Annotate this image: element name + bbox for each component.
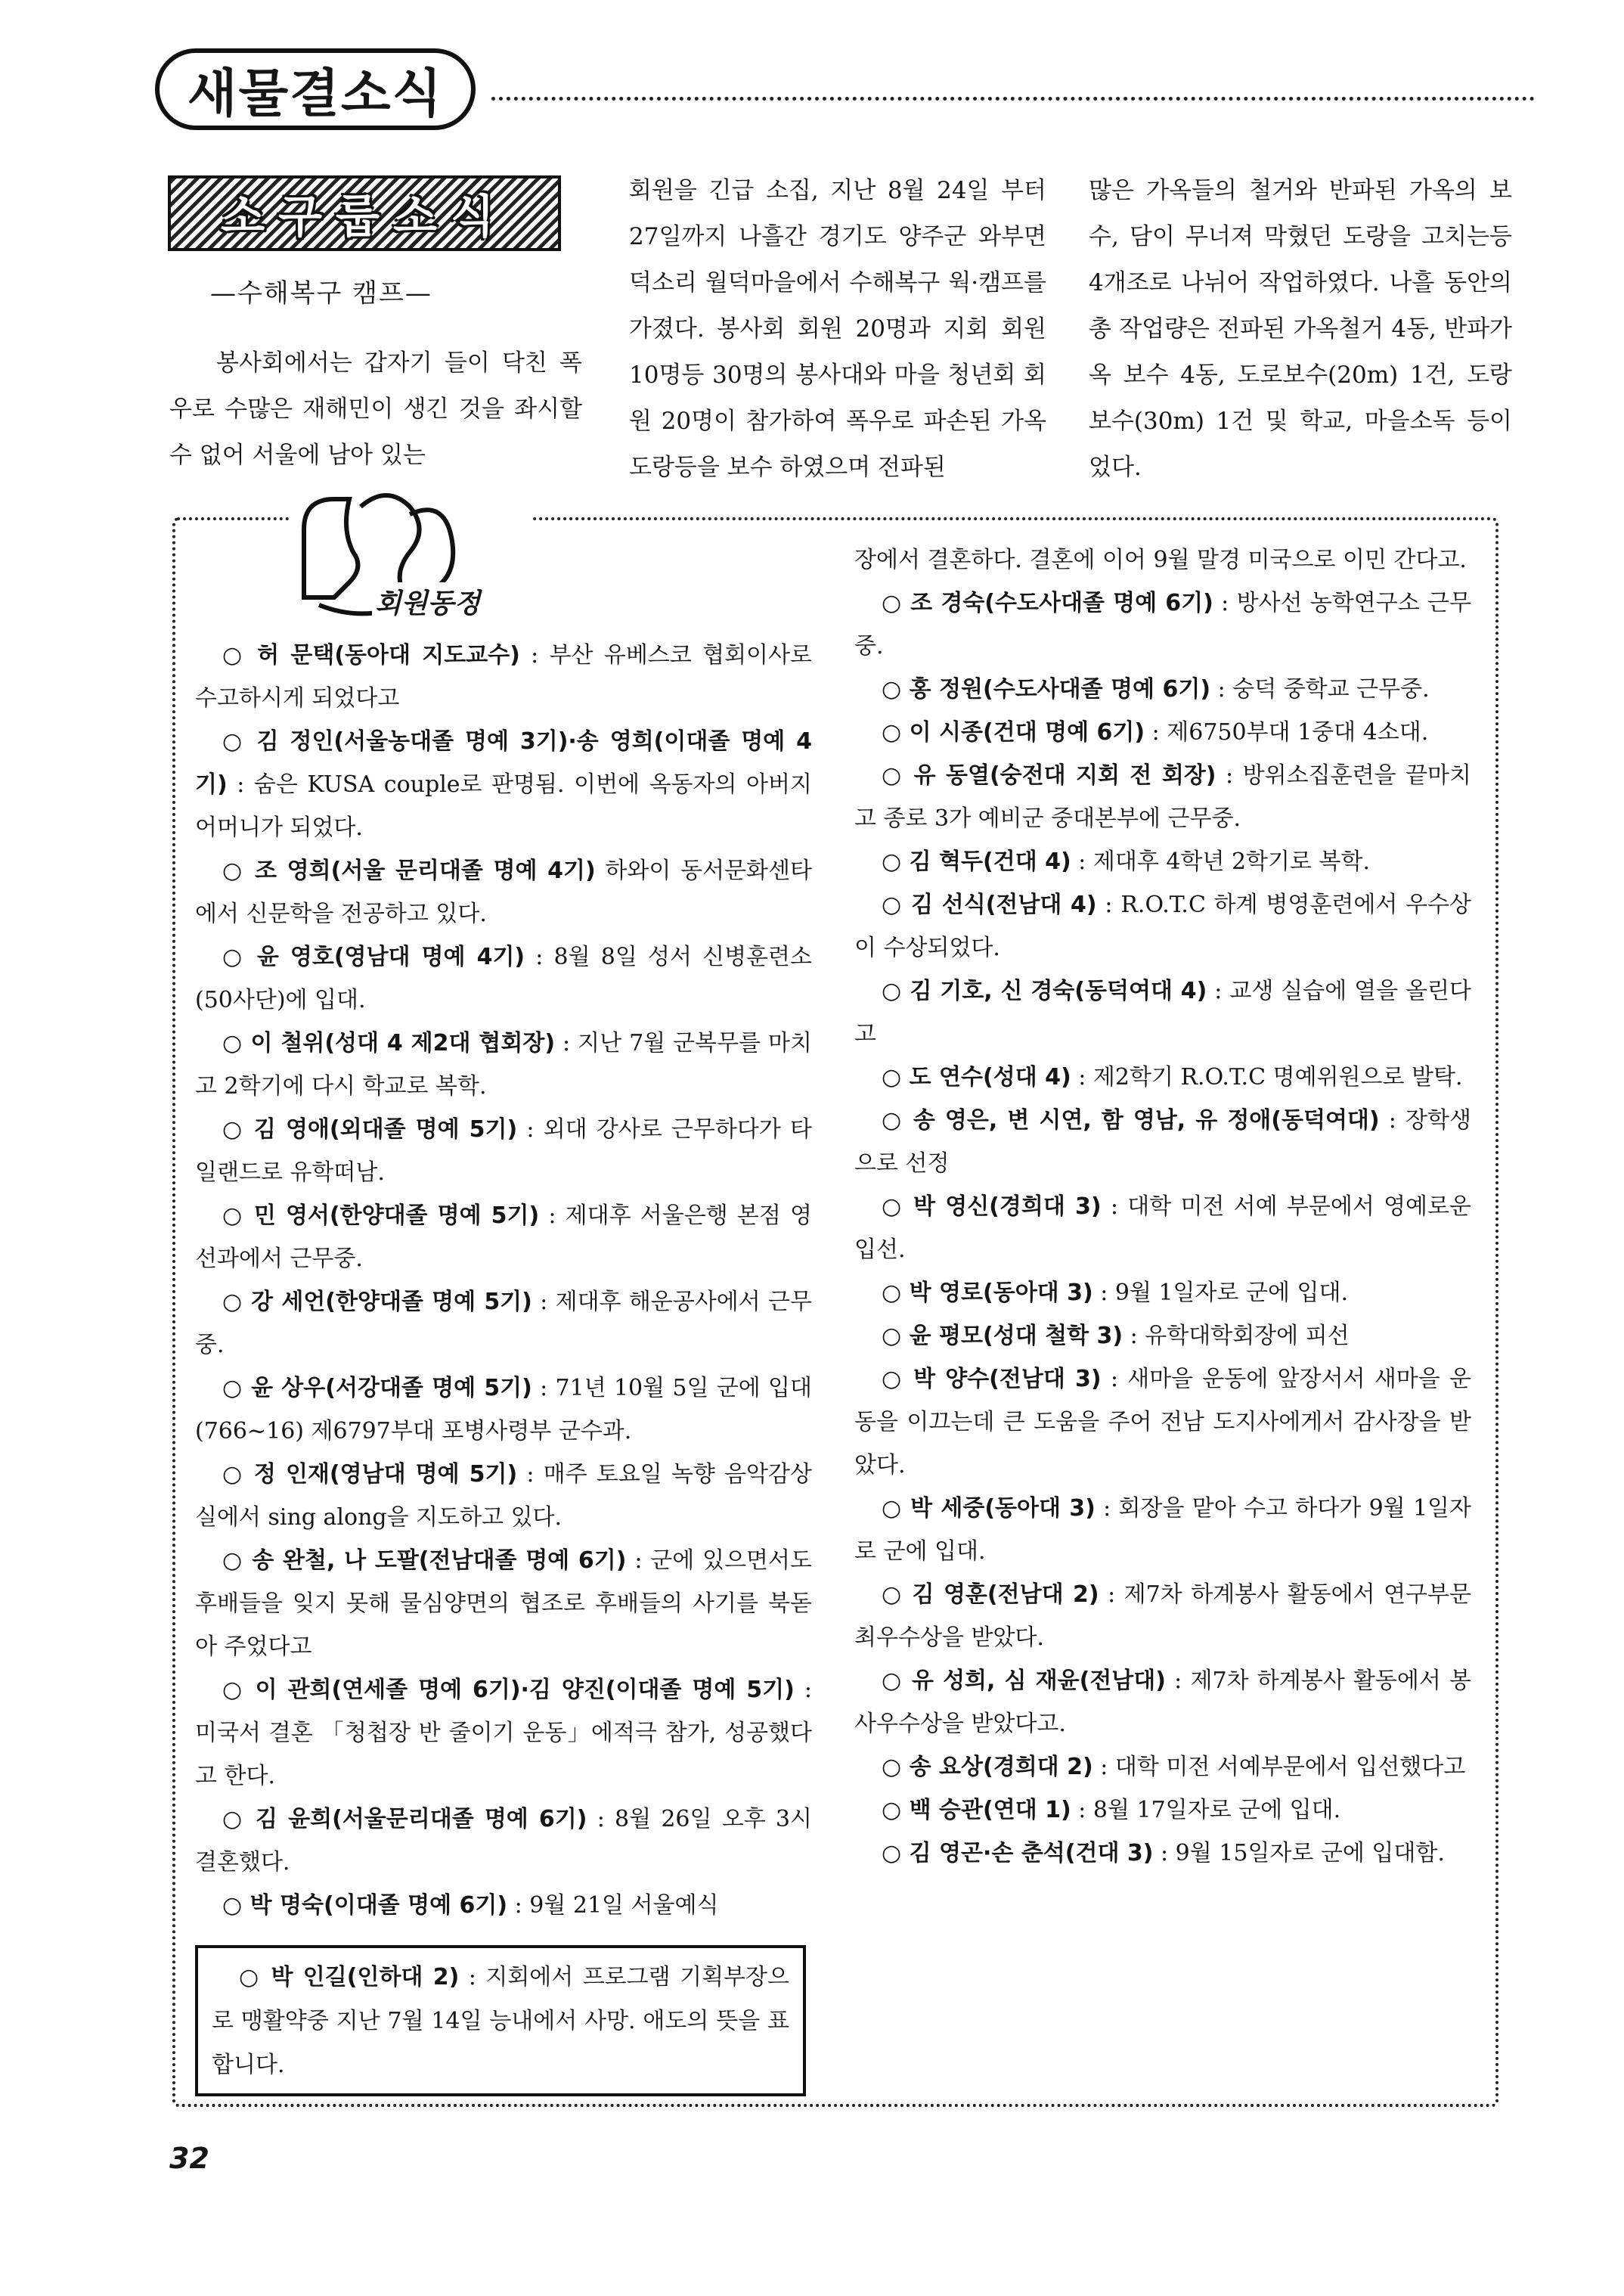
news-entry: ○ 유 성희, 심 재윤(전남대) : 제7차 하계봉사 활동에서 봉사우수상을 받았다고. — [854, 1668, 1471, 1737]
news-entry: ○ 윤 평모(성대 철학 3) : 유학대학회장에 피선 — [882, 1323, 1350, 1349]
memorial-notice — [195, 1945, 806, 2096]
news-entry: ○ 송 영은, 변 시연, 함 영남, 유 정애(동덕여대) : 장학생으로 선정 — [854, 1107, 1471, 1177]
news-entry: ○ 송 완철, 나 도팔(전남대졸 명예 6기) : 군에 있으면서도 후배들을 잊지 못해 물심양면의 협조로 후배들의 사기를 북돋아 주었다고 — [195, 1547, 813, 1660]
news-entry: ○ 김 영훈(전남대 2) : 제7차 하계봉사 활동에서 연구부문 최우수상을 받았다. — [854, 1581, 1471, 1651]
article-paragraph: 많은 가옥들의 철거와 반파된 가옥의 보수, 담이 무너져 막혔던 도랑을 고치는등 4개조로 나뉘어 작업하였다. 나흘 동안의 총 작업량은 전파된 가옥철거 4동, 반파가옥 보수 4동, 도로보수(20m) 1건, 도랑보수(30m) 1건 및 학교, 마을소독 등이었다. — [1089, 177, 1512, 481]
news-entry: ○ 이 관희(연세졸 명예 6기)·김 양진(이대졸 명예 5기) : 미국서 결혼 「청첩장 반 줄이기 운동」에적극 참가, 성공했다고 한다. — [195, 1677, 812, 1789]
news-entry: ○ 박 영신(경희대 3) : 대학 미전 서예 부문에서 영예로운 입선. — [854, 1193, 1471, 1263]
news-entry: ○ 이 철위(성대 4 제2대 협회장) : 지난 7월 군복무를 마치고 2학기에 다시 학교로 복학. — [195, 1030, 812, 1100]
news-entry: ○ 김 영애(외대졸 명예 5기) : 외대 강사로 근무하다가 타일랜드로 유학떠남. — [195, 1116, 812, 1186]
news-entry: ○ 박 세중(동아대 3) : 회장을 맡아 수고 하다가 9월 1일자로 군에 입대. — [854, 1495, 1471, 1565]
page-number: 32 — [169, 2142, 209, 2175]
news-column-right — [854, 538, 1471, 1875]
article-subtitle: —수해복구 캠프— — [210, 278, 432, 309]
news-entry: ○ 김 정인(서울농대졸 명예 3기)·송 영희(이대졸 명예 4기) : 숨은 KUSA couple로 판명됨. 이번에 옥동자의 아버지 어머니가 되었다. — [195, 728, 812, 841]
news-entry: ○ 강 세언(한양대졸 명예 5기) : 제대후 해운공사에서 근무중. — [195, 1289, 812, 1358]
news-entry: ○ 홍 정원(수도사대졸 명예 6기) : 숭덕 중학교 근무중. — [882, 676, 1430, 703]
section-title — [155, 48, 476, 130]
news-entry-continued: 장에서 결혼하다. 결혼에 이어 9월 말경 미국으로 이민 간다고. — [854, 547, 1467, 573]
news-entry: ○ 송 요상(경희대 2) : 대학 미전 서예부문에서 입선했다고 — [882, 1754, 1466, 1780]
news-entry: ○ 박 영로(동아대 3) : 9월 1일자로 군에 입대. — [882, 1280, 1349, 1306]
article-banner — [168, 175, 561, 251]
header-dotted-rule — [491, 97, 1535, 101]
news-entry: ○ 조 영희(서울 문리대졸 명예 4기) 하와이 동서문화센타에서 신문학을 전공하고 있다. — [195, 858, 812, 927]
news-entry: ○ 김 기호, 신 경숙(동덕여대 4) : 교생 실습에 열을 올린다고 — [854, 978, 1471, 1047]
news-entry: ○ 도 연수(성대 4) : 제2학기 R.O.T.C 명예위원으로 발탁. — [882, 1064, 1463, 1091]
article-banner-text: 소구룹소식 — [221, 191, 508, 244]
news-column-left — [195, 634, 812, 1927]
article-paragraph: 봉사회에서는 갑자기 들이 닥친 폭우로 수많은 재해민이 생긴 것을 좌시할 수 없어 서울에 남아 있는 — [169, 349, 582, 469]
memorial-entry: ○ 박 인길(인하대 2) : 지회에서 프로그램 기획부장으로 맹활약중 지난 7월 14일 능내에서 사망. 애도의 뜻을 표합니다. — [212, 1964, 789, 2078]
news-entry: ○ 박 명숙(이대졸 명예 6기) : 9월 21일 서울예식 — [222, 1892, 719, 1919]
news-entry: ○ 윤 영호(영남대 명예 4기) : 8월 8일 성서 신병훈련소(50사단)에 입대. — [195, 944, 812, 1013]
news-entry: ○ 김 혁두(건대 4) : 제대후 4학년 2학기로 복학. — [882, 849, 1371, 875]
article-paragraph: 회원을 긴급 소집, 지난 8월 24일 부터 27일까지 나흘간 경기도 양주군 와부면 덕소리 월덕마을에서 수해복구 웍·캠프를 가졌다. 봉사회 회원 20명과 지회 회원 10명등 30명의 봉사대와 마을 청년회 회원 20명이 참가하여 폭우로 파손된 가옥 도랑등을 보수 하였으며 전파된 — [629, 177, 1046, 481]
news-entry: ○ 이 시종(건대 명예 6기) : 제6750부대 1중대 4소대. — [882, 719, 1429, 746]
member-news-logo-text: 회원동정 — [372, 582, 483, 621]
news-entry: ○ 백 승관(연대 1) : 8월 17일자로 군에 입대. — [882, 1797, 1341, 1823]
news-entry: ○ 박 양수(전남대 3) : 새마을 운동에 앞장서서 새마을 운동을 이끄는데 큰 도움을 주어 전남 도지사에게서 감사장을 받았다. — [854, 1366, 1471, 1478]
news-entry: ○ 유 동열(숭전대 지회 전 회장) : 방위소집훈련을 끝마치고 종로 3가 예비군 중대본부에 근무중. — [854, 762, 1472, 832]
news-entry: ○ 허 문택(동아대 지도교수) : 부산 유베스코 협회이사로 수고하시게 되었다고 — [195, 642, 812, 712]
news-entry: ○ 김 영곤·손 춘석(건대 3) : 9월 15일자로 군에 입대함. — [882, 1840, 1445, 1866]
news-entry: ○ 조 경숙(수도사대졸 명예 6기) : 방사선 농학연구소 근무중. — [854, 590, 1471, 659]
section-title-text: 새물결소식 — [187, 64, 444, 124]
news-entry: ○ 윤 상우(서강대졸 명예 5기) : 71년 10월 5일 군에 입대(766~16) 제6797부대 포병사령부 군수과. — [195, 1375, 812, 1444]
news-entry: ○ 민 영서(한양대졸 명예 5기) : 제대후 서울은행 본점 영선과에서 근무중. — [195, 1202, 812, 1272]
news-entry: ○ 정 인재(영남대 명예 5기) : 매주 토요일 녹향 음악감상실에서 sing along을 지도하고 있다. — [195, 1461, 812, 1531]
news-entry: ○ 김 윤희(서울문리대졸 명예 6기) : 8월 26일 오후 3시 결혼했다. — [195, 1806, 812, 1876]
news-entry: ○ 김 선식(전남대 4) : R.O.T.C 하계 병영훈련에서 우수상이 수상되었다. — [854, 892, 1472, 961]
